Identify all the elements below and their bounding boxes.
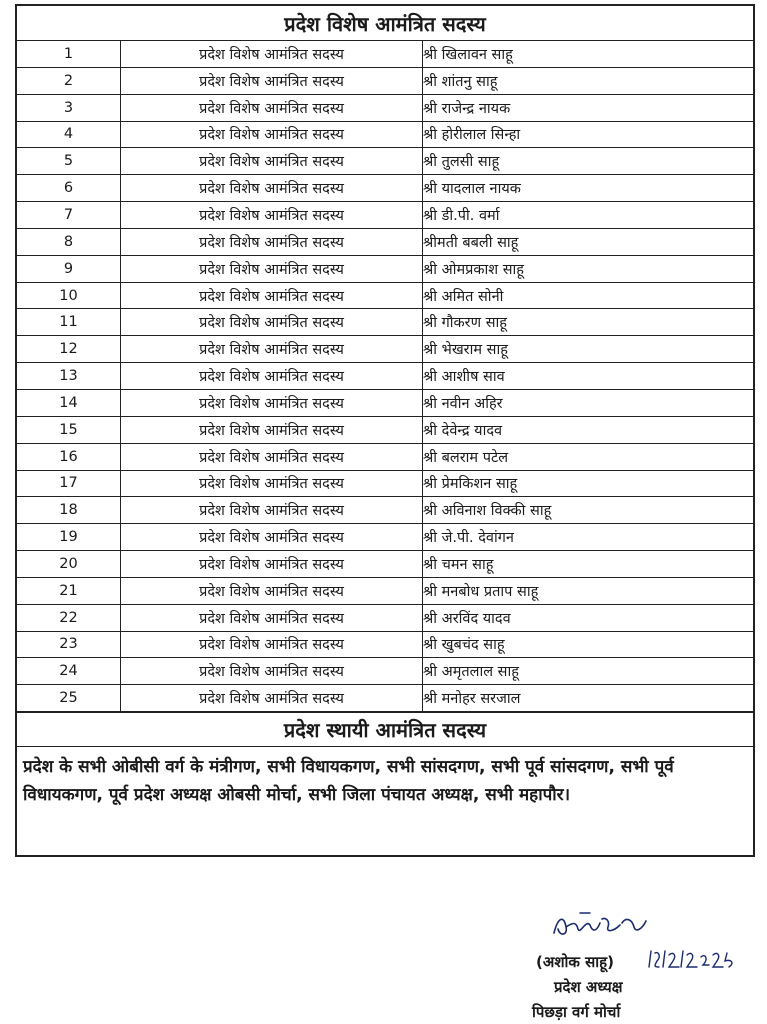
permanent-invitees-title: प्रदेश स्थायी आमंत्रित सदस्य xyxy=(17,713,753,747)
row-post: प्रदेश विशेष आमंत्रित सदस्य xyxy=(121,121,423,148)
table-row xyxy=(17,604,753,631)
signatory-name: (अशोक साहू) xyxy=(536,953,614,971)
row-number: 19 xyxy=(17,524,121,551)
row-number: 13 xyxy=(17,363,121,390)
row-number: 15 xyxy=(17,416,121,443)
row-post: प्रदेश विशेष आमंत्रित सदस्य xyxy=(121,94,423,121)
table-row xyxy=(17,443,753,470)
table-row xyxy=(17,389,753,416)
signatory-designation: प्रदेश अध्यक्ष xyxy=(554,978,623,996)
row-member-name: श्री होरीलाल सिन्हा xyxy=(423,121,754,148)
row-post: प्रदेश विशेष आमंत्रित सदस्य xyxy=(121,175,423,202)
row-post: प्रदेश विशेष आमंत्रित सदस्य xyxy=(121,658,423,685)
table-row xyxy=(17,41,753,67)
row-post: प्रदेश विशेष आमंत्रित सदस्य xyxy=(121,443,423,470)
table-row xyxy=(17,658,753,685)
row-number: 14 xyxy=(17,389,121,416)
table-row xyxy=(17,363,753,390)
row-member-name: श्री नवीन अहिर xyxy=(423,389,754,416)
row-number: 6 xyxy=(17,175,121,202)
table-row xyxy=(17,524,753,551)
table-row xyxy=(17,148,753,175)
row-post: प्रदेश विशेष आमंत्रित सदस्य xyxy=(121,524,423,551)
row-post: प्रदेश विशेष आमंत्रित सदस्य xyxy=(121,389,423,416)
handwritten-signature xyxy=(550,909,650,943)
row-member-name: श्री तुलसी साहू xyxy=(423,148,754,175)
row-number: 7 xyxy=(17,202,121,229)
row-member-name: श्री गौकरण साहू xyxy=(423,309,754,336)
row-number: 21 xyxy=(17,577,121,604)
table-row xyxy=(17,577,753,604)
table-row xyxy=(17,336,753,363)
row-member-name: श्री डी.पी. वर्मा xyxy=(423,202,754,229)
special-invitees-table xyxy=(17,41,753,713)
row-member-name: श्री अविनाश विक्की साहू xyxy=(423,497,754,524)
table-row xyxy=(17,470,753,497)
row-post: प्रदेश विशेष आमंत्रित सदस्य xyxy=(121,148,423,175)
row-post: प्रदेश विशेष आमंत्रित सदस्य xyxy=(121,685,423,712)
row-member-name: श्री अरविंद यादव xyxy=(423,604,754,631)
table-row xyxy=(17,631,753,658)
row-number: 9 xyxy=(17,255,121,282)
row-post: प्रदेश विशेष आमंत्रित सदस्य xyxy=(121,255,423,282)
row-number: 20 xyxy=(17,551,121,578)
table-row xyxy=(17,228,753,255)
row-member-name: श्री अमृतलाल साहू xyxy=(423,658,754,685)
row-member-name: श्रीमती बबली साहू xyxy=(423,228,754,255)
table-row xyxy=(17,685,753,712)
row-member-name: श्री आशीष साव xyxy=(423,363,754,390)
permanent-invitees-text: प्रदेश के सभी ओबीसी वर्ग के मंत्रीगण, सभी विधायकगण, सभी सांसदगण, सभी पूर्व सांसदगण, सभी पूर्व विधायकगण, पूर्व प्रदेश अध्यक्ष ओबसी मोर्चा, सभी जिला पंचायत अध्यक्ष, सभी महापौर। xyxy=(23,757,674,806)
row-member-name: श्री अमित सोनी xyxy=(423,282,754,309)
row-post: प्रदेश विशेष आमंत्रित सदस्य xyxy=(121,336,423,363)
row-post: प्रदेश विशेष आमंत्रित सदस्य xyxy=(121,577,423,604)
row-post: प्रदेश विशेष आमंत्रित सदस्य xyxy=(121,41,423,67)
row-member-name: श्री मनबोध प्रताप साहू xyxy=(423,577,754,604)
table-row xyxy=(17,309,753,336)
row-number: 22 xyxy=(17,604,121,631)
row-number: 2 xyxy=(17,67,121,94)
row-number: 25 xyxy=(17,685,121,712)
row-post: प्रदेश विशेष आमंत्रित सदस्य xyxy=(121,470,423,497)
row-number: 24 xyxy=(17,658,121,685)
row-post: प्रदेश विशेष आमंत्रित सदस्य xyxy=(121,497,423,524)
table-row xyxy=(17,67,753,94)
row-number: 12 xyxy=(17,336,121,363)
row-member-name: श्री शांतनु साहू xyxy=(423,67,754,94)
table-row xyxy=(17,175,753,202)
row-number: 5 xyxy=(17,148,121,175)
row-member-name: श्री खिलावन साहू xyxy=(423,41,754,67)
row-number: 17 xyxy=(17,470,121,497)
table-row xyxy=(17,497,753,524)
row-member-name: श्री चमन साहू xyxy=(423,551,754,578)
row-post: प्रदेश विशेष आमंत्रित सदस्य xyxy=(121,604,423,631)
row-member-name: श्री जे.पी. देवांगन xyxy=(423,524,754,551)
row-number: 4 xyxy=(17,121,121,148)
row-number: 16 xyxy=(17,443,121,470)
row-post: प्रदेश विशेष आमंत्रित सदस्य xyxy=(121,551,423,578)
special-invitees-rows xyxy=(17,41,753,712)
row-member-name: श्री प्रेमकिशन साहू xyxy=(423,470,754,497)
row-number: 11 xyxy=(17,309,121,336)
row-number: 1 xyxy=(17,41,121,67)
signature-block xyxy=(510,905,750,1020)
table-row xyxy=(17,255,753,282)
row-post: प्रदेश विशेष आमंत्रित सदस्य xyxy=(121,631,423,658)
invitee-document xyxy=(15,4,755,857)
table-row xyxy=(17,282,753,309)
row-member-name: श्री खुबचंद साहू xyxy=(423,631,754,658)
table-row xyxy=(17,202,753,229)
row-number: 8 xyxy=(17,228,121,255)
row-number: 3 xyxy=(17,94,121,121)
row-post: प्रदेश विशेष आमंत्रित सदस्य xyxy=(121,363,423,390)
special-invitees-title: प्रदेश विशेष आमंत्रित सदस्य xyxy=(17,6,753,41)
handwritten-date xyxy=(647,949,739,971)
row-member-name: श्री बलराम पटेल xyxy=(423,443,754,470)
row-member-name: श्री देवेन्द्र यादव xyxy=(423,416,754,443)
table-row xyxy=(17,121,753,148)
signatory-organization: पिछड़ा वर्ग मोर्चा xyxy=(532,1003,621,1021)
row-post: प्रदेश विशेष आमंत्रित सदस्य xyxy=(121,282,423,309)
row-member-name: श्री राजेन्द्र नायक xyxy=(423,94,754,121)
table-row xyxy=(17,551,753,578)
table-row xyxy=(17,94,753,121)
row-number: 23 xyxy=(17,631,121,658)
row-number: 18 xyxy=(17,497,121,524)
row-member-name: श्री मनोहर सरजाल xyxy=(423,685,754,712)
row-post: प्रदेश विशेष आमंत्रित सदस्य xyxy=(121,202,423,229)
table-row xyxy=(17,416,753,443)
row-number: 10 xyxy=(17,282,121,309)
row-post: प्रदेश विशेष आमंत्रित सदस्य xyxy=(121,309,423,336)
row-post: प्रदेश विशेष आमंत्रित सदस्य xyxy=(121,67,423,94)
row-member-name: श्री यादलाल नायक xyxy=(423,175,754,202)
row-member-name: श्री भेखराम साहू xyxy=(423,336,754,363)
row-post: प्रदेश विशेष आमंत्रित सदस्य xyxy=(121,228,423,255)
row-member-name: श्री ओमप्रकाश साहू xyxy=(423,255,754,282)
row-post: प्रदेश विशेष आमंत्रित सदस्य xyxy=(121,416,423,443)
